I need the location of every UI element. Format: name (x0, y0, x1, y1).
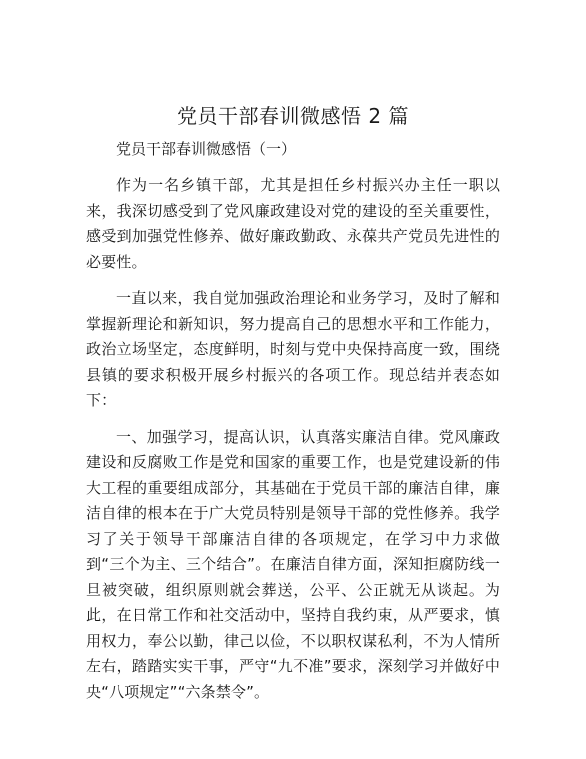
document-title: 党员干部春训微感悟 2 篇 (177, 104, 409, 128)
paragraph-2: 一直以来，我自觉加强政治理论和业务学习，及时了解和掌握新理论和新知识，努力提高自己的思想水平和工作能力，政治立场坚定，态度鲜明，时刻与党中央保持高度一致，围绕县镇的要求积极开展乡村振兴的各项工作。现总结并表态如下： (86, 289, 500, 409)
paragraph-3: 一、加强学习，提高认识，认真落实廉洁自律。党风廉政建设和反腐败工作是党和国家的重要工作，也是党建设新的伟大工程的重要组成部分，其基础在于党员干部的廉洁自律，廉洁自律的根本在于广大党员特别是领导干部的党性修养。我学习了关于领导干部廉洁自律的各项规定，在学习中力求做到“三个为主、三个结合”。在廉洁自律方面，深知拒腐防线一旦被突破，组织原则就会葬送，公平、公正就无从谈起。为此，在日常工作和社交活动中，坚持自我约束，从严要求，慎用权力，奉公以勤，律己以俭，不以职权谋私利，不为人情所左右，踏踏实实干事，严守“九不准”要求，深刻学习并做好中央“八项规定”“六条禁令”。 (86, 427, 500, 701)
section-subtitle: 党员干部春训微感悟（一） (116, 140, 297, 158)
paragraph-1: 作为一名乡镇干部，尤其是担任乡村振兴办主任一职以来，我深切感受到了党风廉政建设对党的建设的至关重要性，感受到加强党性修养、做好廉政勤政、永葆共产党员先进性的必要性。 (86, 176, 500, 271)
